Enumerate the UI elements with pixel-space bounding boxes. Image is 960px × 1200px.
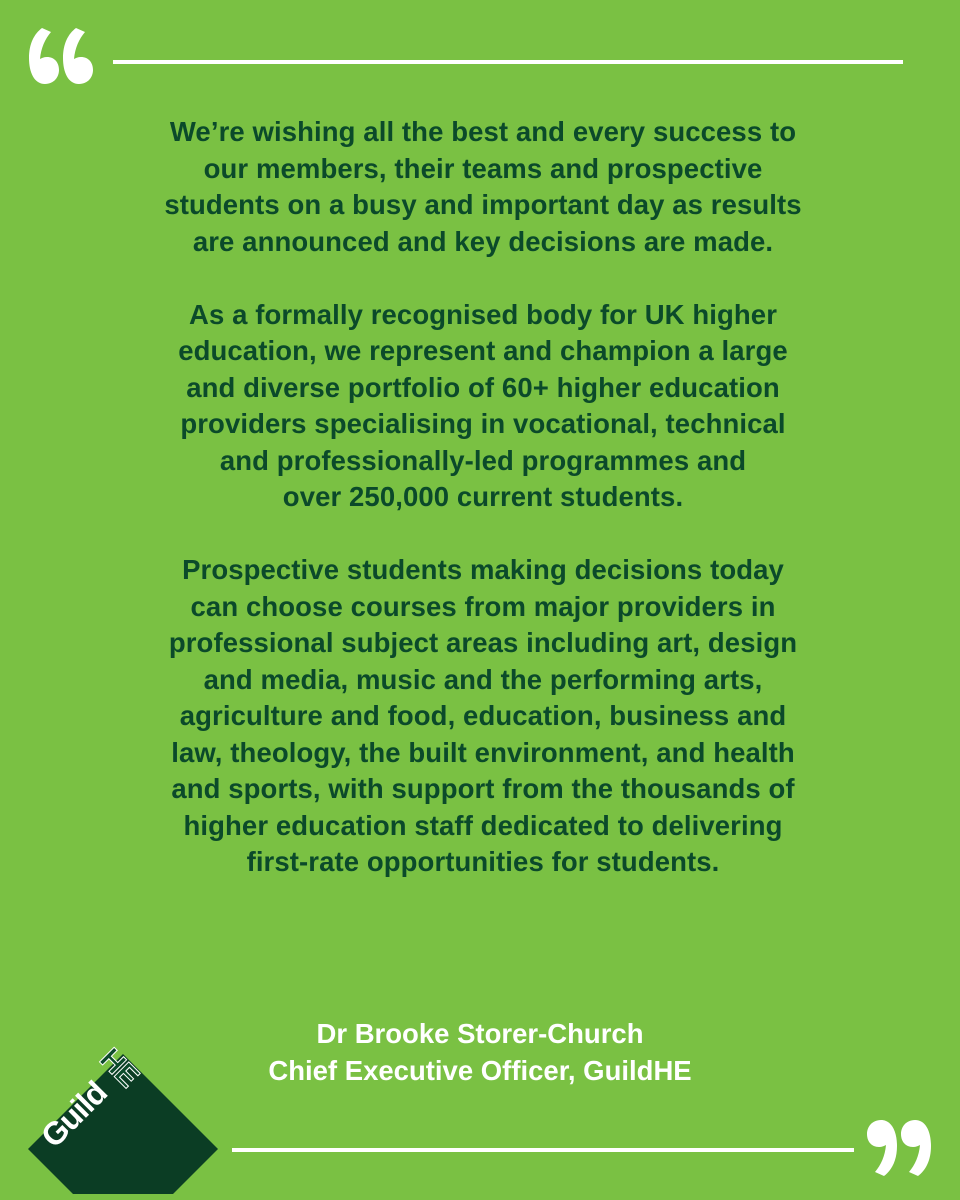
quote-line: and sports, with support from the thousands of [171,773,795,804]
quote-paragraph-2 [90,297,876,516]
quote-line: and professionally-led programmes and [219,444,747,476]
quote-line: education, we represent and champion a large [178,335,788,366]
quote-line: law, theology, the built environment, and health [171,736,795,768]
quote-body [90,114,876,917]
top-divider [113,60,903,64]
quote-line: first-rate opportunities for students. [246,846,720,877]
quote-line: our members, their teams and prospective [203,152,763,184]
quote-line: can choose courses from major providers in [190,590,776,622]
quote-line: providers specialising in vocational, technical [180,408,786,439]
close-quote-icon [866,1116,932,1176]
quote-line: agriculture and food, education, business and [179,700,787,731]
quote-line: students on a busy and important day as results [164,189,802,220]
bottom-divider [232,1148,854,1152]
attribution-role: Chief Executive Officer, GuildHE [268,1054,692,1086]
open-quote-icon [28,28,94,88]
quote-line: and media, music and the performing arts, [203,663,763,695]
quote-line: As a formally recognised body for UK higher [188,298,778,330]
quote-line: over 250,000 current students. [282,481,684,512]
quote-line: Prospective students making decisions today [182,554,784,585]
quote-paragraph-1 [90,114,876,260]
quote-line: higher education staff dedicated to delivering [183,809,783,841]
quote-line: professional subject areas including art, design [168,627,798,658]
quote-line: are announced and key decisions are made. [192,225,774,257]
quote-paragraph-3 [90,552,876,881]
quote-line: and diverse portfolio of 60+ higher education [186,371,780,403]
logo-word: Guild [33,1074,114,1155]
attribution [200,1016,760,1089]
logo-suffix: HE [93,1042,145,1094]
quote-line: We’re wishing all the best and every success to [169,116,797,147]
attribution-name: Dr Brooke Storer-Church [316,1018,644,1049]
